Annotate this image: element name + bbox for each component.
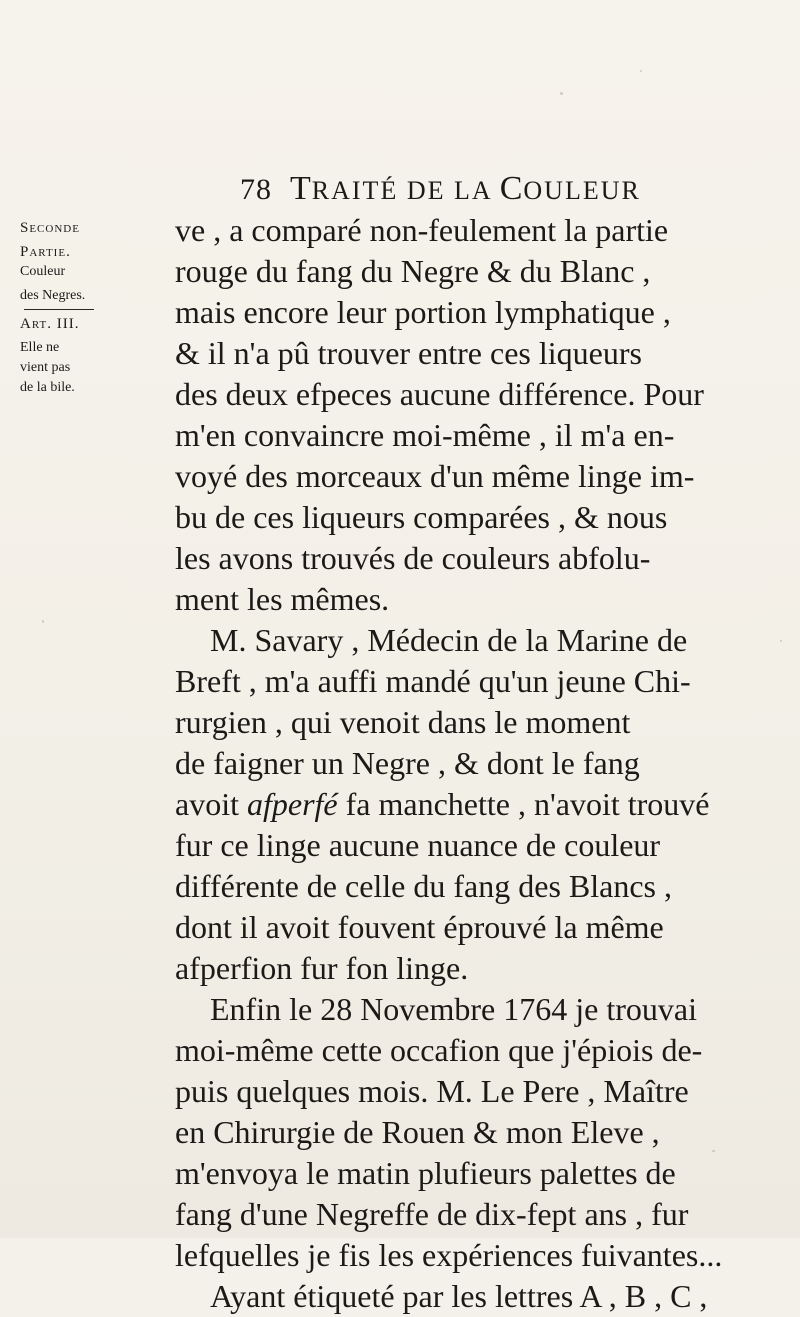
text-line: Ayant étiqueté par les lettres A , B , C , bbox=[210, 1278, 708, 1314]
text-line: Breft , m'a auffi mandé qu'un jeune Chi- bbox=[175, 663, 691, 699]
text-line: les avons trouvés de couleurs abfolu- bbox=[175, 540, 651, 576]
margin-note: vient pas bbox=[20, 360, 71, 375]
text-line: différente de celle du fang des Blancs , bbox=[175, 868, 672, 904]
main-text bbox=[175, 210, 775, 1317]
text-fragment: fa manchette , n'avoit trouvé bbox=[345, 786, 710, 822]
text-line: moi-même cette occafion que j'épiois de- bbox=[175, 1032, 703, 1068]
text-line: fur ce linge aucune nuance de couleur bbox=[175, 827, 661, 863]
text-line: des deux efpeces aucune différence. Pour bbox=[175, 376, 704, 412]
text-line: bu de ces liqueurs comparées , & nous bbox=[175, 499, 668, 535]
header-title-middle: RAITÉ DE LA bbox=[311, 176, 500, 205]
italic-word: afperfé bbox=[246, 786, 338, 822]
text-line: & il n'a pû trouver entre ces liqueurs bbox=[175, 335, 642, 371]
margin-note: Art. III. bbox=[20, 316, 80, 332]
text-line: M. Savary , Médecin de la Marine de bbox=[210, 622, 688, 658]
margin-rule bbox=[24, 309, 94, 310]
text-fragment: avoit bbox=[175, 786, 247, 822]
text-line: fang d'une Negreffe de dix-fept ans , fur bbox=[175, 1196, 689, 1232]
header-title-end: OULEUR bbox=[523, 176, 641, 205]
paper-speck bbox=[640, 70, 642, 72]
paper-speck bbox=[560, 92, 563, 95]
header-title-initial: T bbox=[290, 170, 312, 207]
text-line: mais encore leur portion lymphatique , bbox=[175, 294, 671, 330]
text-line: lefquelles je fis les expériences fuivantes... bbox=[175, 1237, 723, 1273]
margin-note: de la bile. bbox=[20, 380, 75, 395]
running-header bbox=[240, 170, 641, 208]
margin-note: des Negres. bbox=[20, 288, 86, 303]
margin-notes bbox=[20, 218, 102, 398]
text-line: ment les mêmes. bbox=[175, 581, 390, 617]
text-line: ve , a comparé non-feulement la partie bbox=[175, 212, 669, 248]
margin-note: Seconde bbox=[20, 220, 80, 236]
text-line: de faigner un Negre , & dont le fang bbox=[175, 745, 640, 781]
header-title-c: C bbox=[499, 170, 524, 207]
text-line: rouge du fang du Negre & du Blanc , bbox=[175, 253, 651, 289]
text-line: m'envoya le matin plufieurs palettes de bbox=[175, 1155, 676, 1191]
text-line: afperfion fur fon linge. bbox=[175, 950, 469, 986]
paper-speck bbox=[780, 640, 782, 642]
text-line: m'en convaincre moi-même , il m'a en- bbox=[175, 417, 675, 453]
margin-note: Elle ne bbox=[20, 340, 60, 355]
text-line: puis quelques mois. M. Le Pere , Maître bbox=[175, 1073, 689, 1109]
margin-note: Couleur bbox=[20, 264, 66, 279]
margin-note: Partie. bbox=[20, 244, 71, 260]
text-line: rurgien , qui venoit dans le moment bbox=[175, 704, 631, 740]
page-number: 78 bbox=[240, 173, 272, 206]
text-line: Enfin le 28 Novembre 1764 je trouvai bbox=[210, 991, 697, 1027]
text-line: dont il avoit fouvent éprouvé la même bbox=[175, 909, 664, 945]
text-line: voyé des morceaux d'un même linge im- bbox=[175, 458, 695, 494]
text-line: en Chirurgie de Rouen & mon Eleve , bbox=[175, 1114, 660, 1150]
paper-speck bbox=[42, 620, 44, 623]
text-line-with-italic bbox=[175, 784, 775, 825]
